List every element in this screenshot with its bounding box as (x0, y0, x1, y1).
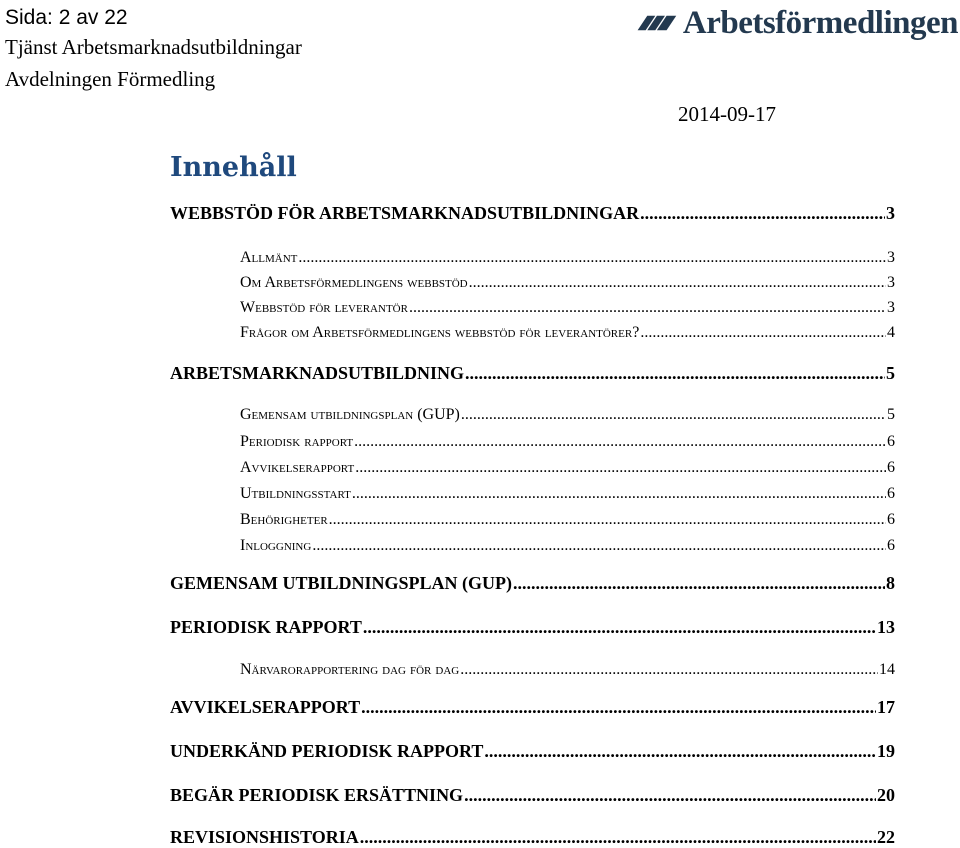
toc-leader (460, 661, 878, 679)
toc-leader (360, 827, 876, 848)
toc-entry-page: 6 (887, 537, 895, 554)
toc-leader (409, 299, 886, 317)
toc-leader (312, 537, 886, 555)
toc-entry[interactable] (170, 363, 895, 384)
toc-entry-label: Webbstöd för leverantör (240, 299, 408, 316)
department-name: Avdelningen Förmedling (5, 67, 216, 91)
toc-leader (640, 324, 886, 342)
toc-entry-label: Allmänt (240, 249, 298, 266)
toc-entry-label: Behörigheter (240, 511, 328, 528)
toc-entry[interactable] (240, 324, 895, 342)
toc-entry-page: 6 (887, 459, 895, 476)
toc-entry[interactable] (240, 537, 895, 555)
toc-leader (469, 274, 886, 292)
toc-entry[interactable] (240, 274, 895, 292)
arbetsformedlingen-logo-mark-icon (636, 10, 678, 36)
toc-entry[interactable] (170, 785, 895, 806)
toc-entry-page: 6 (887, 433, 895, 450)
toc-entry[interactable] (170, 827, 895, 848)
page-number: Sida: 2 av 22 (5, 6, 128, 29)
toc-entry-page: 4 (887, 324, 895, 341)
toc-entry-label: WEBBSTÖD FÖR ARBETSMARKNADSUTBILDNINGAR (170, 203, 640, 223)
toc-entry-label: GEMENSAM UTBILDNINGSPLAN (GUP) (170, 573, 513, 593)
toc-entry-page: 22 (877, 827, 895, 847)
toc-leader (298, 249, 886, 267)
toc-entry[interactable] (170, 617, 895, 638)
toc-entry[interactable] (240, 433, 895, 451)
toc-entry[interactable] (240, 299, 895, 317)
toc-leader (465, 363, 885, 384)
toc-entry[interactable] (240, 511, 895, 529)
toc-leader (464, 785, 876, 806)
toc-entry-label: Periodisk rapport (240, 433, 354, 450)
toc-entry[interactable] (170, 741, 895, 762)
toc-entry-label: Avvikelserapport (240, 459, 355, 476)
toc-entry-label: Inloggning (240, 537, 312, 554)
toc-entry-label: PERIODISK RAPPORT (170, 617, 362, 637)
toc-entry-page: 20 (877, 785, 895, 805)
arbetsformedlingen-logo (636, 3, 958, 43)
toc-entry-page: 5 (887, 406, 895, 423)
toc-entry-label: ARBETSMARKNADSUTBILDNING (170, 363, 465, 383)
toc-entry-label: REVISIONSHISTORIA (170, 827, 359, 847)
toc-entry-page: 3 (887, 274, 895, 291)
toc-leader (513, 573, 885, 594)
toc-entry[interactable] (240, 661, 895, 679)
toc-entry-label: Frågor om Arbetsförmedlingens webbstöd för leverantörer? (240, 324, 640, 341)
toc-entry-page: 17 (877, 697, 895, 717)
toc-title: Innehåll (170, 152, 297, 183)
toc-entry-page: 19 (877, 741, 895, 761)
toc-entry-label: UNDERKÄND PERIODISK RAPPORT (170, 741, 484, 761)
toc-entry-label: BEGÄR PERIODISK ERSÄTTNING (170, 785, 464, 805)
toc-leader (355, 459, 886, 477)
toc-leader (640, 203, 885, 224)
toc-leader (329, 511, 886, 529)
toc-entry[interactable] (240, 459, 895, 477)
toc-entry-page: 8 (886, 573, 895, 593)
toc-entry-label: AVVIKELSERAPPORT (170, 697, 361, 717)
toc-entry-label: Utbildningsstart (240, 485, 351, 502)
logo-wordmark: Arbetsförmedlingen (682, 4, 958, 41)
toc-leader (361, 697, 876, 718)
toc-entry[interactable] (240, 249, 895, 267)
toc-entry[interactable] (170, 573, 895, 594)
toc-entry-page: 6 (887, 511, 895, 528)
toc-entry[interactable] (170, 697, 895, 718)
document-date: 2014-09-17 (678, 102, 776, 126)
toc-entry-page: 6 (887, 485, 895, 502)
toc-leader (363, 617, 876, 638)
toc-entry-page: 3 (887, 299, 895, 316)
toc-entry[interactable] (170, 203, 895, 224)
toc-entry-label: Närvarorapportering dag för dag (240, 661, 460, 678)
toc-entry-page: 13 (877, 617, 895, 637)
toc-entry[interactable] (240, 406, 895, 424)
toc-entry[interactable] (240, 485, 895, 503)
document-header (5, 5, 302, 95)
service-name: Tjänst Arbetsmarknadsutbildningar (5, 35, 302, 59)
toc-leader (461, 406, 886, 424)
toc-entry-page: 5 (886, 363, 895, 383)
toc-entry-page: 14 (879, 661, 895, 678)
toc-leader (354, 433, 886, 451)
toc-leader (484, 741, 876, 762)
toc-entry-page: 3 (887, 249, 895, 266)
toc-entry-label: Om Arbetsförmedlingens webbstöd (240, 274, 468, 291)
toc-entry-page: 3 (886, 203, 895, 223)
toc-entry-label: Gemensam utbildningsplan (GUP) (240, 406, 460, 423)
toc-leader (352, 485, 886, 503)
